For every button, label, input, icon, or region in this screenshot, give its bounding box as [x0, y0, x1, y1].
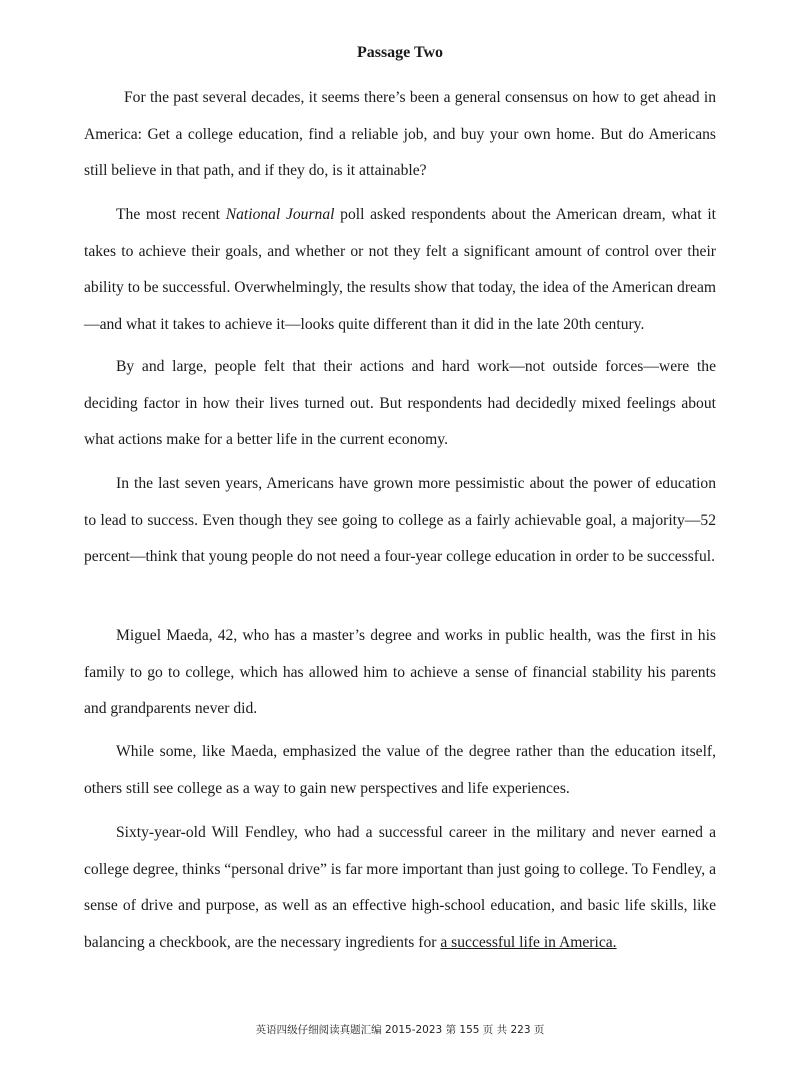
paragraph-5 — [84, 618, 716, 728]
paragraph-6 — [84, 734, 716, 807]
paragraph-7 — [84, 815, 716, 961]
paragraph-4-text: In the last seven years, Americans have grown more pessimistic about the power of education to lead to success. Even though they see going to college as a fairly achievable goal, a majority—52 percent—think that young people do not need a four-year college education in order to be successful. — [84, 475, 716, 565]
paragraph-1 — [84, 80, 716, 190]
passage-title: Passage Two — [356, 44, 444, 61]
paragraph-2-text-b: poll asked respondents about the American dream, what it takes to achieve their goals, and whether or not they felt a significant amount of control over their ability to be successful. Overwhelmingly, the results show that today, the idea of the American dream—and what it takes to achieve it—looks quite different than it did in the late 20th century. — [84, 206, 716, 333]
paragraph-4 — [84, 466, 716, 576]
paragraph-2-text-a: The most recent — [116, 206, 226, 223]
paragraph-7-text: Sixty-year-old Will Fendley, who had a successful career in the military and never earned a college degree, thinks “personal drive” is far more important than just going to college. To Fendley, a sense of drive and purpose, as well as an effective high-school education, and basic life skills, like balancing a checkbook, are the necessary ingredients for — [84, 824, 717, 951]
paragraph-3 — [84, 349, 716, 459]
underlined-phrase: a successful life in America. — [440, 933, 617, 951]
journal-name: National Journal — [225, 206, 335, 223]
paragraph-5-text: Miguel Maeda, 42, who has a master’s degree and works in public health, was the first in his family to go to college, which has allowed him to achieve a sense of financial stability his parents and grandparents never did. — [84, 627, 716, 717]
paragraph-1-text: For the past several decades, it seems there’s been a general consensus on how to get ahead in America: Get a college education, find a reliable job, and buy your own home. But do Americans still believe in that path, and if they do, is it attainable? — [84, 89, 716, 179]
paragraph-6-text: While some, like Maeda, emphasized the value of the degree rather than the education itself, others still see college as a way to gain new perspectives and life experiences. — [84, 743, 716, 797]
page-footer: 英语四级仔细阅读真题汇编 2015-2023 第 155 页 共 223 页 — [255, 1024, 545, 1036]
paragraph-2 — [84, 197, 716, 343]
paragraph-3-text: By and large, people felt that their actions and hard work—not outside forces—were the deciding factor in how their lives turned out. But respondents had decidedly mixed feelings about what actions make for a better life in the current economy. — [84, 358, 716, 448]
